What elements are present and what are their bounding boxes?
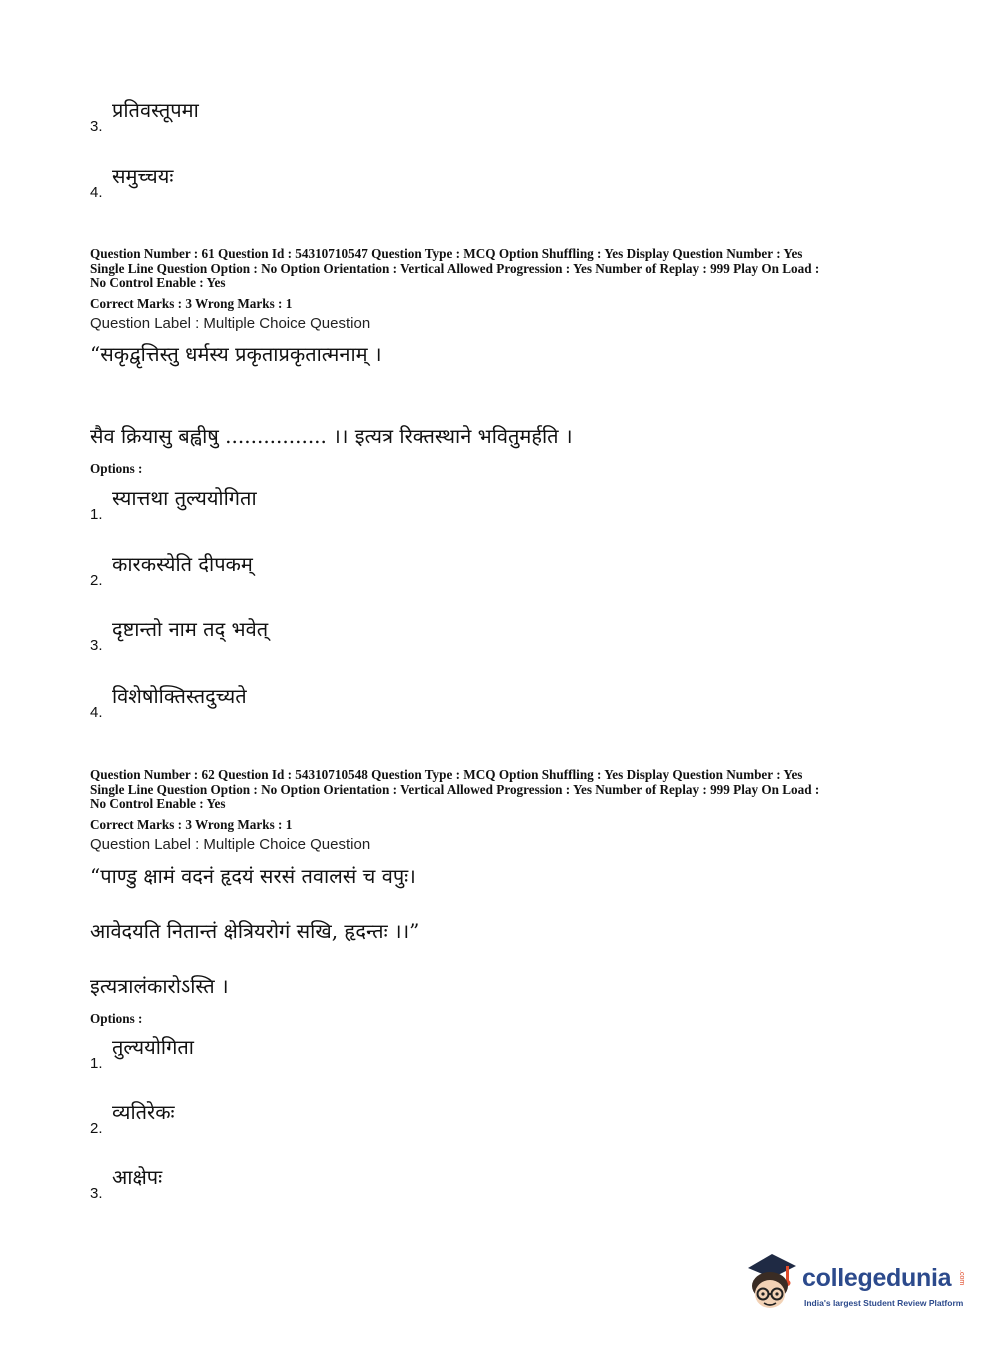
question-label: Question Label : Multiple Choice Question <box>90 315 371 332</box>
option-number: 4. <box>90 184 103 201</box>
meta-line: Single Line Question Option : No Option Orientation : Vertical Allowed Progression : Yes Number of Replay : 999 Play On Load : <box>90 260 820 276</box>
option-number: 2. <box>90 1120 103 1137</box>
brand-suffix: .com <box>958 1270 965 1286</box>
option-text: दृष्टान्तो नाम तद् भवेत् <box>112 617 269 641</box>
meta-line: Question Number : 62 Question Id : 54310710548 Question Type : MCQ Option Shuffling : Yes Display Question Number : Yes <box>90 767 803 782</box>
option-number: 3. <box>90 1185 103 1202</box>
question-text: “सकृद्वृत्तिस्तु धर्मस्य प्रकृताप्रकृतात्मनाम् । <box>90 342 382 366</box>
option-text: तुल्ययोगिता <box>112 1035 194 1059</box>
mascot-icon <box>742 1250 802 1314</box>
option-text: स्यात्तथा तुल्ययोगिता <box>112 486 257 510</box>
question-meta <box>90 768 920 812</box>
collegedunia-logo[interactable] <box>742 1250 972 1320</box>
option-text: कारकस्येति दीपकम् <box>112 552 253 576</box>
options-heading: Options : <box>90 1011 143 1026</box>
question-text: इत्यत्रालंकारोऽस्ति । <box>90 974 229 998</box>
question-marks: Correct Marks : 3 Wrong Marks : 1 <box>90 817 293 832</box>
question-text: “पाण्डु क्षामं वदनं हृदयं सरसं तवालसं च वपुः। <box>90 864 416 888</box>
question-marks: Correct Marks : 3 Wrong Marks : 1 <box>90 296 293 311</box>
question-label: Question Label : Multiple Choice Question <box>90 836 371 853</box>
question-text: आवेदयति नितान्तं क्षेत्रियरोगं सखि, हृदन्तः ।।” <box>90 919 420 943</box>
option-text: व्यतिरेकः <box>112 1100 175 1124</box>
option-number: 4. <box>90 704 103 721</box>
option-text: विशेषोक्तिस्तदुच्यते <box>112 684 247 708</box>
meta-line: Single Line Question Option : No Option Orientation : Vertical Allowed Progression : Yes Number of Replay : 999 Play On Load : <box>90 781 820 797</box>
options-heading: Options : <box>90 461 143 476</box>
meta-line: No Control Enable : Yes <box>90 275 226 290</box>
question-meta <box>90 247 920 291</box>
option-number: 1. <box>90 506 103 523</box>
brand-tagline: India's largest Student Review Platform <box>804 1298 964 1308</box>
option-number: 2. <box>90 572 103 589</box>
option-number: 1. <box>90 1055 103 1072</box>
option-text: प्रतिवस्तूपमा <box>112 98 199 122</box>
option-text: समुच्चयः <box>112 164 174 188</box>
meta-line: No Control Enable : Yes <box>90 796 226 811</box>
brand-name: collegedunia <box>802 1264 952 1292</box>
option-number: 3. <box>90 637 103 654</box>
question-text: सैव क्रियासु बह्वीषु ................ ।। इत्यत्र रिक्तस्थाने भवितुमर्हति । <box>90 424 573 448</box>
option-text: आक्षेपः <box>112 1165 163 1189</box>
option-number: 3. <box>90 118 103 135</box>
meta-line: Question Number : 61 Question Id : 54310710547 Question Type : MCQ Option Shuffling : Yes Display Question Number : Yes <box>90 246 803 261</box>
